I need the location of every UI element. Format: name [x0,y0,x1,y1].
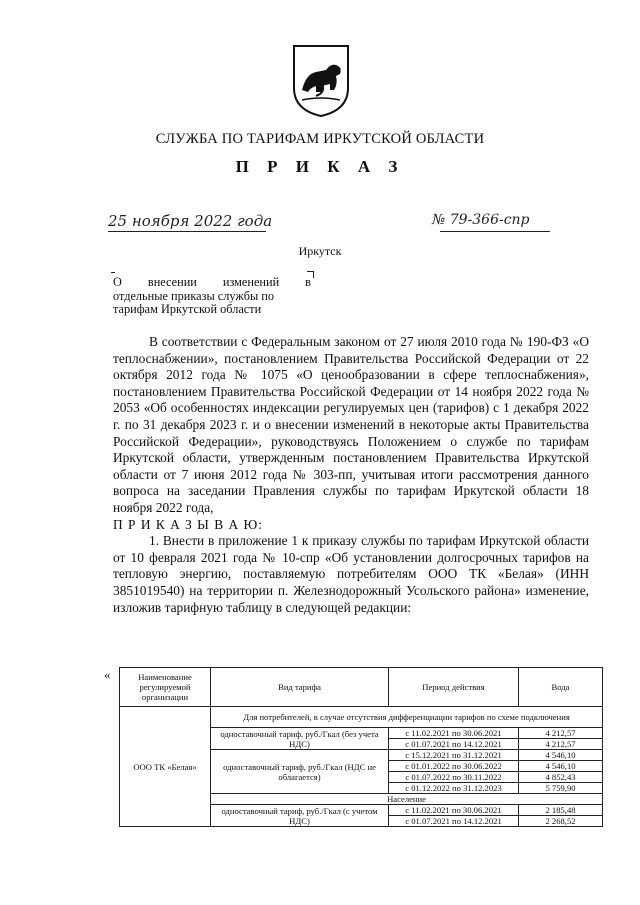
period-cell: с 01.07.2021 по 14.12.2021 [389,816,519,827]
item-1-paragraph: 1. Внести в приложение 1 к приказу службы по тарифам Иркутской области от 10 февраля 2021 года № 10-спр «Об установлении долгосрочных тарифов на тепловую энергию, поставляемую потребителям ООО ТК «Белая» (ИНН 3851019540) на территории п. Железнодорожный Усольского района» изменение, изложив тарифную таблицу в следующей редакции: [113,533,589,615]
period-cell: с 11.02.2021 по 30.06.2021 [389,728,519,739]
number-underline [440,231,550,232]
value-cell: 2 185,48 [519,805,603,816]
value-cell: 4 546,10 [519,761,603,772]
order-body [113,334,589,616]
city: Иркутск [298,244,342,258]
date-underline [108,231,266,232]
section-2-cell: Население [211,794,603,805]
number-prefix: № [432,212,446,228]
subject-line-1: О внесении изменений в [113,275,311,289]
header-tariff-type: Вид тарифа [211,668,389,707]
period-cell: с 01.01.2022 по 30.06.2022 [389,761,519,772]
period-cell: с 01.07.2022 по 30.11.2022 [389,772,519,783]
header-water: Вода [519,668,603,707]
subject-line-2: отдельные приказы службы по [113,288,275,303]
value-cell: 2 268,52 [519,816,603,827]
header-period: Период действия [389,668,519,707]
value-cell: 4 212,57 [519,728,603,739]
group-1-label: одноставочный тариф, руб./Гкал (без учета НДС) [211,728,389,750]
preamble-paragraph: В соответствии с Федеральным законом от 27 июля 2010 года № 190-ФЗ «О теплоснабжении», постановлением Правительства Российской Федерации от 22 октября 2012 года № 1075 «О ценообразовании в сфере теплоснабжения», постановлением Правительства Российской Федерации от 14 ноября 2022 года № 2053 «Об особенностях индексации регулируемых цен (тарифов) с 1 декабря 2022 г. по 31 декабря 2023 г. и о внесении изменений в некоторые акты Правительства Российской Федерации», руководствуясь Положением о службе по тарифам Иркутской области, утвержденным постановлением Правительства Иркутской области от 7 июня 2012 года № 303-пп, учитывая итоги рассмотрения данного вопроса на заседании Правления службы по тарифам Иркутской области 18 ноября 2022 года, [113,334,589,515]
period-cell: с 11.02.2021 по 30.06.2021 [389,805,519,816]
table-header-row [120,668,603,707]
subject-line-3: тарифам Иркутской области [113,302,262,316]
order-subject [113,276,311,317]
period-cell: с 01.07.2021 по 14.12.2021 [389,739,519,750]
header-org: Наименование регулируемой организации [120,668,211,707]
handwritten-date: 25 ноября 2022 года [108,212,273,230]
handwritten-number [432,212,530,228]
org-name-cell: ООО ТК «Белая» [120,707,211,827]
section-1-cell: Для потребителей, в случае отсутствия дифференциации тарифов по схеме подключения [211,707,603,728]
value-cell: 4 852,43 [519,772,603,783]
order-word: П Р И К А З Ы В А Ю: [113,516,263,532]
value-cell: 4 546,10 [519,750,603,761]
order-title: П Р И К А З [235,157,405,176]
number-value: 79-366-спр [449,212,530,228]
table-row [120,707,603,728]
agency-name: СЛУЖБА ПО ТАРИФАМ ИРКУТСКОЙ ОБЛАСТИ [155,131,485,147]
period-cell: с 15.12.2021 по 31.12.2021 [389,750,519,761]
value-cell: 5 759,90 [519,783,603,794]
tariff-table [119,667,603,827]
group-2-label: одноставочный тариф, руб./Гкал (НДС не облагается) [211,750,389,794]
value-cell: 4 212,57 [519,739,603,750]
quote-open-mark: « [104,667,111,682]
period-cell: с 01.12.2022 по 31.12.2023 [389,783,519,794]
irkutsk-coat-of-arms-icon [292,44,350,118]
group-3-label: одноставочный тариф, руб./Гкал (с учетом НДС) [211,805,389,827]
